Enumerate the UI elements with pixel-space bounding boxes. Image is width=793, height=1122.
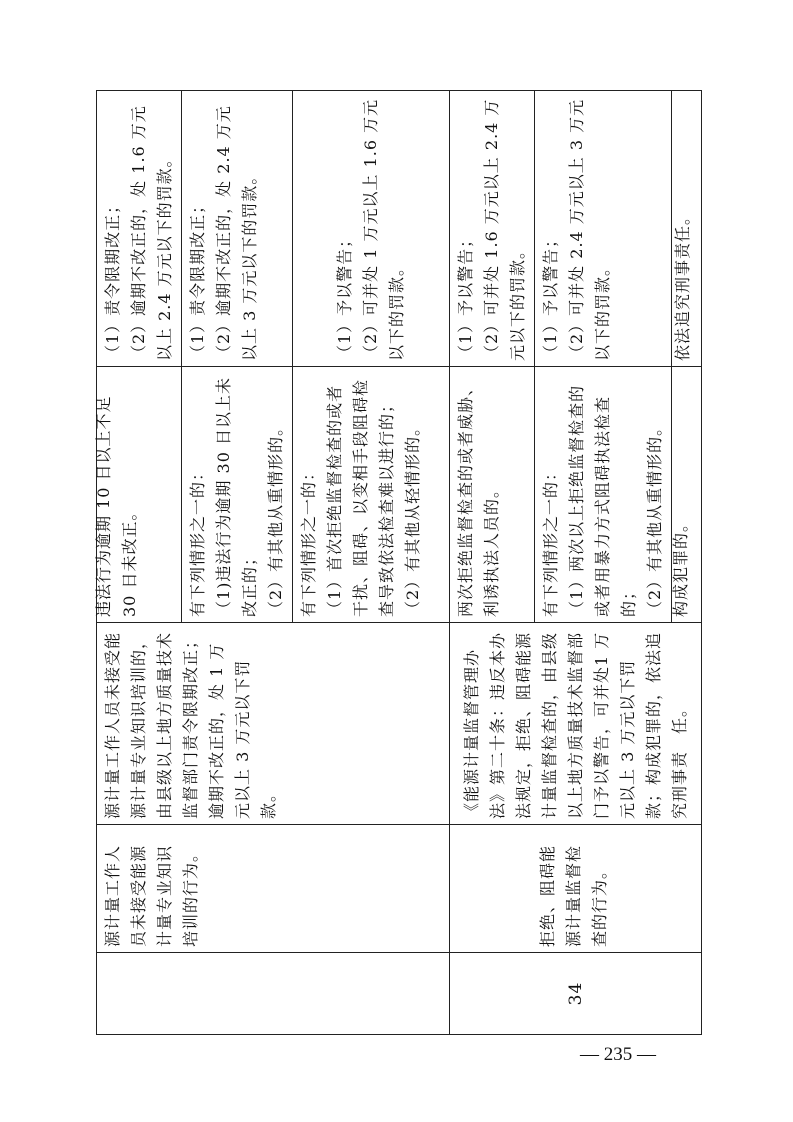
situation-text: 有下列情形之一的： [541,463,560,617]
situation-text: 有下列情形之一的： [188,463,207,617]
item-number-cell [97,953,450,1035]
penalty-text: （1）予以警告； [456,230,475,361]
penalty-cell [182,91,293,367]
situation-cell [535,367,672,623]
table-row [97,91,182,1035]
violation-cell: 拒绝、阻碍能源计量监督检查的行为。 [450,825,702,953]
penalty-text: （2）逾期不改正的，处 1.6 万元以上 2.4 万元以下的罚款。 [129,105,174,361]
situation-text: （1）首次拒绝监督检查的或者干扰、阻碍、以变相手段阻碍检查导致依法检查难以进行的； [325,378,396,617]
situation-cell [672,367,702,623]
penalty-cell [672,91,702,367]
situation-text: （1）两次以上拒绝监督检查的或者用暴力方式阻碍执法检查的； [567,384,638,617]
penalty-text: （2）逾期不改正的，处 2.4 万元以上 3 万元以下的罚款。 [214,105,259,361]
penalty-standards-table [96,90,702,1035]
situation-cell [182,367,293,623]
situation-text: （1)违法行为逾期 30 日以上未改正的； [214,377,259,617]
rotated-table-page [96,91,692,1035]
situation-cell [450,367,535,623]
situation-cell [293,367,450,623]
legal-basis-cell: 《能源计量监督管理办法》第二十条：违反本办法规定，拒绝、阻碍能源计量监督检查的，由县级以上地方质量技术监督部门予以警告，可并处1 万元以上 3 万元以下罚款；构成犯罪的，依法追究刑事责 任。 [450,623,702,825]
penalty-cell [97,91,182,367]
penalty-cell [535,91,672,367]
situation-text: （2）有其他从重情形的。 [645,418,664,617]
penalty-text: （2）可并处 1.6 万元以上 2.4 万元以下的罚款。 [482,98,527,361]
penalty-cell [450,91,535,367]
situation-text: 有下列情形之一的： [299,463,318,617]
legal-basis-cell: 源计量工作人员未接受能源计量专业知识培训的，由县级以上地方质量技术监督部门责令限期改正；逾期不改正的，处 1 万元以上 3 万元以下罚款。 [97,623,450,825]
penalty-text: （2）可并处 2.4 万元以上 3 万元以下的罚款。 [567,98,612,361]
penalty-text: 依法追究刑事责任。 [673,207,692,361]
situation-text: 违法行为逾期 10 日以上不足 30 日未改正。 [94,395,139,617]
situation-text: （2）有其他从重情形的。 [266,418,285,617]
penalty-text: （1）责令限期改正； [188,196,207,361]
violation-cell: 源计量工作人员未接受能源计量专业知识培训的行为。 [97,825,450,953]
penalty-cell [293,91,450,367]
situation-text: （2）有其他从轻情形的。 [403,418,422,617]
page-number: — 235 — [580,1044,656,1065]
penalty-text: （1）予以警告； [541,230,560,361]
situation-text: 两次拒绝监督检查的或者威胁、利诱执法人员的。 [456,378,501,617]
item-number-cell: 34 [450,953,702,1035]
penalty-text: （1）责令限期改正； [103,196,122,361]
situation-text: 构成犯罪的。 [671,514,690,617]
penalty-text: （2）可并处 1 万元以上 1.6 万元以下的罚款。 [361,98,406,361]
penalty-text: （1）予以警告； [335,230,354,361]
table-row [450,91,535,1035]
situation-cell [94,367,182,623]
